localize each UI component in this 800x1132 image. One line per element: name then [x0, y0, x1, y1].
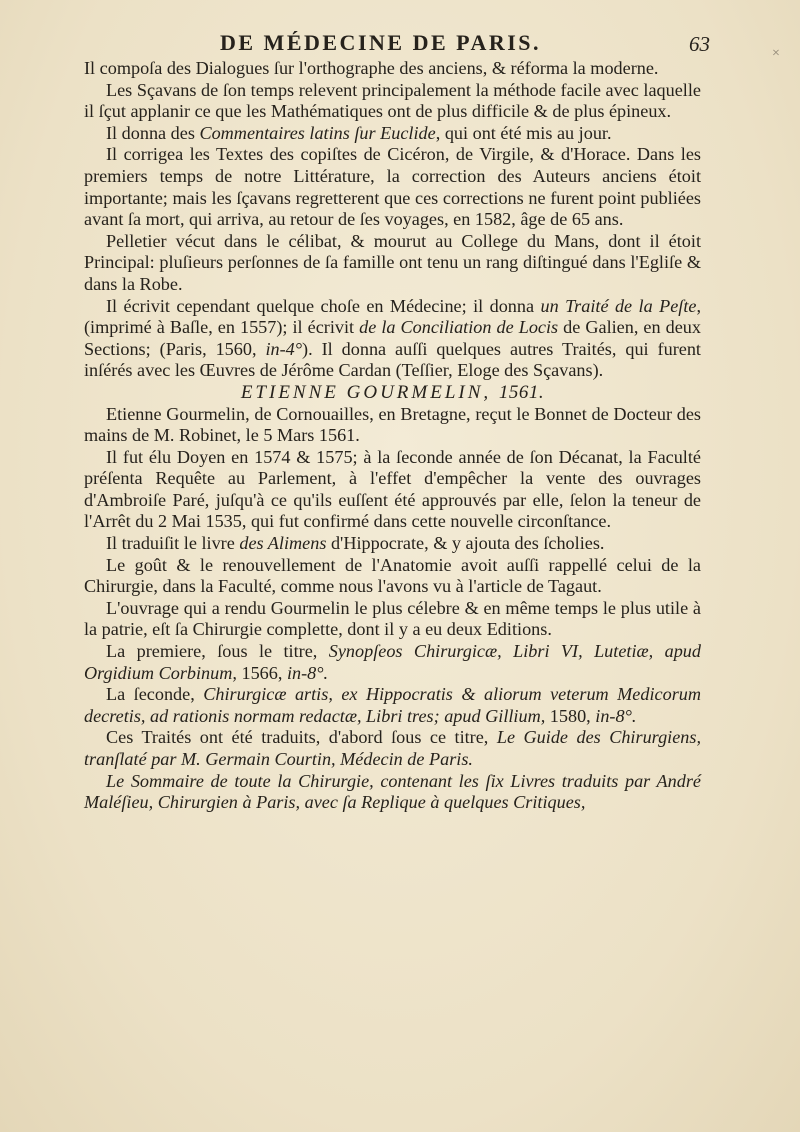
paragraph: Il traduiſit le livre des Alimens d'Hippocrate, & y ajouta des ſcholies. [106, 533, 605, 554]
paragraph: Il donna des Commentaires latins ſur Euclide, qui ont été mis au jour. [106, 122, 612, 143]
paragraph: Le goût & le renouvellement de l'Anatomie avoit auſſi rappellé celui de la Chirurgie, dans la Faculté, comme nous l'avons vu à l'article de Tagaut. [84, 554, 701, 597]
paragraph: Il corrigea les Textes des copiſtes de Cicéron, de Virgile, & d'Horace. Dans les premiers temps de notre Littérature, la correction des Auteurs anciens étoit importante; mais les ſçavans regretterent que ces corrections ne furent point publiées avant ſa mort, qui arriva, au retour de ſes voyages, en 1582, âge de 65 ans. [84, 144, 701, 230]
section-year: 1561. [498, 381, 545, 403]
section-title: ETIENNE GOURMELIN, [240, 381, 492, 403]
running-title: DE MÉDECINE DE PARIS. [220, 30, 542, 55]
paragraph: Il compoſa des Dialogues ſur l'orthographe des anciens, & réforma la moderne. [84, 58, 659, 78]
paragraph: La ſeconde, Chirurgicæ artis, ex Hippocratis & aliorum veterum Medicorum decretis, ad rationis normam redactæ, Libri tres; apud Gillium, 1580, in-8°. [84, 684, 702, 726]
paragraph: Pelletier vécut dans le célibat, & mourut au College du Mans, dont il étoit Principal: pluſieurs perſonnes de ſa famille ont tenu un rang diſtingué dans l'Egliſe & dans la Robe. [84, 230, 701, 294]
corner-mark: × [772, 46, 780, 61]
paragraph: Ces Traités ont été traduits, d'abord ſous ce titre, Le Guide des Chirurgiens, tranſlaté par M. Germain Courtin, Médecin de Paris. [84, 727, 702, 769]
paragraph: La premiere, ſous le titre, Synopſeos Chirurgicæ, Libri VI, Lutetiæ, apud Orgidium Corbinum, 1566, in-8°. [84, 641, 701, 683]
paragraph: L'ouvrage qui a rendu Gourmelin le plus célebre & en même temps le plus utile à la patrie, eſt ſa Chirurgie complette, dont il y a eu deux Editions. [84, 597, 701, 640]
page-header [84, 30, 710, 58]
section-heading [84, 382, 701, 404]
paragraph: Etienne Gourmelin, de Cornouailles, en Bretagne, reçut le Bonnet de Docteur des mains de M. Robinet, le 5 Mars 1561. [84, 403, 701, 446]
gourmelin-article [84, 404, 701, 814]
paragraph: Les Sçavans de ſon temps relevent principalement la méthode facile avec laquelle il ſçut applanir ce que les Mathématiques ont de plus difficile & de plus épineux. [84, 79, 701, 122]
page-number: 63 [689, 32, 710, 56]
paragraph: Il écrivit cependant quelque choſe en Médecine; il donna un Traité de la Peſte, (imprimé à Baſle, en 1557); il écrivit de la Conciliation de Locis de Galien, en deux Sections; (Paris, 1560, in-4°). Il donna auſſi quelques autres Traités, qui furent inſérés avec les Œuvres de Jérôme Cardan (Teſſier, Eloge des Sçavans). [84, 295, 702, 381]
pelletier-continuation [84, 58, 701, 382]
paragraph: Le Sommaire de toute la Chirurgie, contenant les ſix Livres traduits par André Maléſieu, Chirurgien à Paris, avec ſa Replique à quelques Critiques, [84, 770, 701, 813]
paragraph: Il fut élu Doyen en 1574 & 1575; à la ſeconde année de ſon Décanat, la Faculté préſenta Requête au Parlement, à l'effet d'empêcher la vente des ouvrages d'Ambroiſe Paré, juſqu'à ce qu'ils euſſent été approuvés par elle, ſelon la teneur de l'Arrêt du 2 Mai 1535, qui fut confirmé dans cette nouvelle circonſtance. [84, 446, 701, 532]
body-text [84, 58, 701, 814]
